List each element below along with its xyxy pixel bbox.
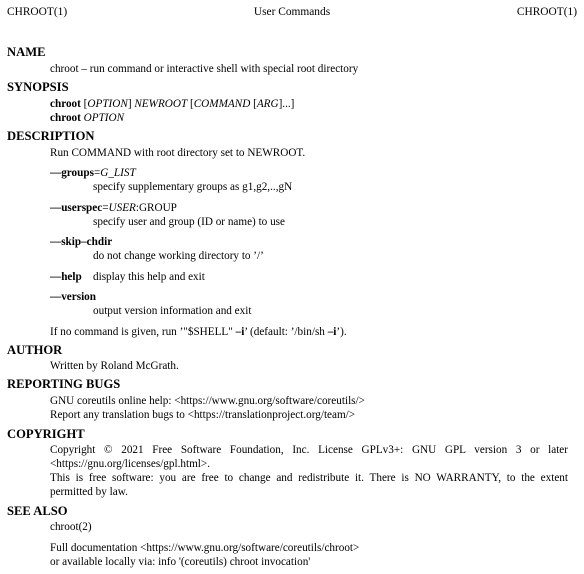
option-arg: USER (108, 202, 136, 214)
section-title-description: DESCRIPTION (7, 129, 95, 143)
option-skip-chdir (50, 235, 112, 249)
see-also-ref: chroot(2) (50, 521, 92, 533)
footer-text: ’). (336, 326, 347, 338)
option-version-desc: output version information and exit (93, 305, 252, 317)
synopsis-bracket: ] (127, 98, 135, 110)
section-title-author: AUTHOR (7, 343, 63, 357)
see-also-line-2: or available locally via: info '(coreutils) chroot invocation' (50, 556, 311, 568)
synopsis-cmd: chroot (50, 98, 81, 110)
synopsis-option: OPTION (87, 98, 128, 110)
synopsis-line-1 (50, 97, 294, 111)
option-flag: ––groups (50, 167, 94, 179)
option-userspec-desc: specify user and group (ID or name) to use (93, 216, 285, 228)
section-title-synopsis: SYNOPSIS (7, 80, 69, 94)
copyright-line-3 (50, 471, 568, 485)
option-groups-desc: specify supplementary groups as g1,g2,..,gN (93, 181, 293, 193)
section-title-reporting-bugs: REPORTING BUGS (7, 377, 121, 391)
synopsis-option: OPTION (80, 112, 125, 124)
copyright-text: This is free software: you are free to change and redistribute it. There is NO WARRANTY, to the extent (50, 472, 568, 484)
option-flag: ––userspec (50, 202, 103, 214)
bugs-line-1: GNU coreutils online help: <https://www.gnu.org/software/coreutils/> (50, 395, 365, 407)
option-skip-chdir-desc: do not change working directory to ’/’ (93, 250, 264, 262)
copyright-line-4: permitted by law. (50, 486, 128, 498)
option-arg: G_LIST (100, 167, 136, 179)
option-eq: = (93, 167, 101, 179)
author-text: Written by Roland McGrath. (50, 360, 179, 372)
header-center: User Commands (253, 6, 331, 18)
synopsis-command: COMMAND (193, 98, 251, 110)
synopsis-bracket: ]...] (278, 98, 295, 110)
synopsis-arg: ARG (256, 98, 279, 110)
option-flag: ––version (50, 291, 96, 303)
option-userspec (50, 201, 177, 215)
synopsis-line-2 (50, 111, 124, 125)
section-title-name: NAME (7, 45, 46, 59)
synopsis-newroot: NEWROOT (134, 98, 188, 110)
option-version (50, 290, 96, 304)
option-suffix: :GROUP (135, 202, 177, 214)
bugs-line-2: Report any translation bugs to <https://translationproject.org/team/> (50, 409, 356, 421)
name-text: chroot – run command or interactive shell with special root directory (50, 63, 359, 75)
synopsis-bracket: [ (250, 98, 257, 110)
see-also-line-1: Full documentation <https://www.gnu.org/software/coreutils/chroot> (50, 542, 360, 554)
section-title-copyright: COPYRIGHT (7, 427, 85, 441)
footer-flag: –i (235, 326, 245, 338)
option-help-desc: display this help and exit (93, 271, 205, 283)
header-right: CHROOT(1) (516, 6, 577, 18)
footer-text: ’ (default: ’/bin/sh (244, 326, 328, 338)
description-intro: Run COMMAND with root directory set to NEWROOT. (50, 147, 306, 159)
header-left: CHROOT(1) (7, 6, 68, 18)
option-flag: ––skip–chdir (50, 236, 113, 248)
description-footer (50, 325, 347, 339)
option-flag: ––help (50, 271, 82, 283)
option-eq: = (102, 202, 109, 214)
option-groups (50, 166, 136, 180)
option-help (50, 270, 82, 284)
synopsis-cmd: chroot (50, 112, 81, 124)
page-header (7, 5, 577, 19)
copyright-line-1 (50, 443, 568, 457)
synopsis-bracket: [ (80, 98, 88, 110)
synopsis-bracket: [ (187, 98, 194, 110)
footer-text: If no command is given, run ’"$SHELL" (50, 326, 236, 338)
section-title-see-also: SEE ALSO (7, 504, 68, 518)
copyright-text: Copyright © 2021 Free Software Foundation, Inc. License GPLv3+: GNU GPL version 3 or later (50, 444, 568, 456)
footer-flag: –i (327, 326, 337, 338)
copyright-line-2: <https://gnu.org/licenses/gpl.html>. (50, 458, 211, 470)
